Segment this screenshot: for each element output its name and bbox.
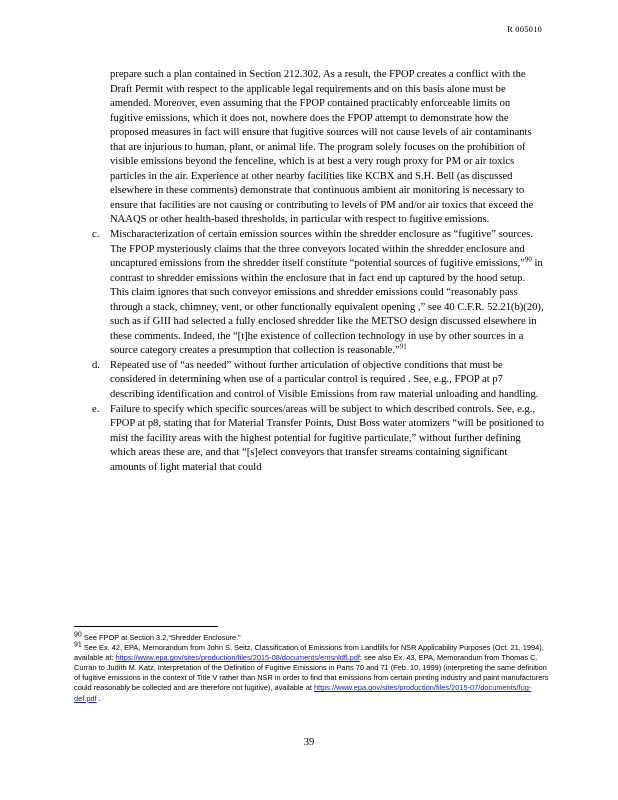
- footnote-91-text-c: .: [96, 693, 101, 703]
- continuation-paragraph: prepare such a plan contained in Section 212.302. As a result, the FPOP creates a conflict with the Draft Permit with respect to the applicable legal requirements and on this basis alone must be amended. Moreover, even assuming that the FPOP contained practicably enforceable limits on fugitive emissions, which it does not, nowhere does the FPOP attempt to demonstrate how the proposed measures in fact will ensure that fugitive sources will not cause levels of air contaminants that are injurious to human, plant, or animal life. The program solely focuses on the prohibition of visible emissions beyond the fenceline, which is at best a very rough proxy for PM or air toxics particles in the air. Experience at other nearby facilities like KCBX and S.H. Bell (as discussed elsewhere in these comments) demonstrate that continuous ambient air monitoring is necessary to ensure that facilities are not causing or contributing to levels of PM and/or air toxics that exceed the NAAQS or other health-based thresholds, in particular with respect to fugitive emissions.: [110, 69, 534, 226]
- list-item-e: [92, 403, 545, 476]
- footnote-90-text: See FPOP at Section 3.2,“Shredder Enclosure.”: [81, 633, 241, 642]
- footnote-91-text-b: ; see also Ex. 43, EPA, Memorandum from Thomas C. Curran to Judith M. Katz, Interpretation of the Definition of Fugitive Emissions in Parts 70 and 71 (Feb. 10, 1999) (interpreting the same definition of fugitive emissions in the context of Title V rather than NSR in order to find that emissions from certain printing industry and paint manufacturers could reasonably be collected and are therefore not fugitive), available at: [74, 653, 549, 693]
- list-item-c-text: [110, 228, 545, 359]
- list-marker-c: c.: [92, 229, 100, 241]
- footnote-91-text-a: See Ex. 42, EPA, Memorandum from John S. Seitz, Classification of Emissions from Landfills for NSR Applicability Purposes (Oct. 21, 1994), available at:: [74, 643, 544, 663]
- list-item-c: [92, 228, 545, 359]
- bates-number: R 005010: [507, 24, 542, 34]
- page-number: 39: [303, 737, 315, 748]
- footnote-separator: [74, 626, 218, 627]
- body-text: [92, 68, 545, 475]
- footnotes: [74, 633, 550, 704]
- list-item-c-text-part1: Mischaracterization of certain emission sources within the shredder enclosure as “fugitive” sources. The FPOP mysteriously claims that the three conveyors located within the shredder enclosure and uncaptured emissions from the shredder itself constitute “potential sources of fugitive emissions,”: [110, 229, 534, 270]
- list-marker-d: d.: [92, 359, 100, 371]
- footnote-91-link-b[interactable]: https://www.epa.gov/sites/production/files/2015-07/documents/fug-def.pdf: [74, 683, 532, 703]
- list-item-c-text-part2: in contrast to shredder emissions within the enclosure that in fact end up captured by the hood setup. This claim ignores that such conveyor emissions and shredder emissions could “reasonably pass through a stack, chimney, vent, or other functionally equivalent opening ,” see 40 C.F.R. 52.21(b)(20), such as if GIII had selected a fully enclosed shredder like the METSO design discussed elsewhere in these comments. Indeed, the “[t]he existence of collection technology in use by other sources in a source category creates a presumption that collection is reasonable.”: [110, 258, 544, 357]
- footnote-90: [74, 633, 550, 643]
- footnote-91-link-a[interactable]: https://www.epa.gov/sites/production/files/2015-08/documents/emsnldfl.pdf: [115, 653, 360, 663]
- footnote-ref-90[interactable]: 90: [524, 255, 532, 264]
- list-item-d-text: Repeated use of “as needed” without further articulation of objective conditions that must be considered in determining when use of a particular control is required . See, e.g., FPOP at p7 describing identification and control of Visible Emissions from raw material unloading and handling.: [110, 359, 539, 401]
- list-item-e-text: Failure to specify which specific sources/areas will be subject to which described controls. See, e.g., FPOP at p8, stating that for Material Transfer Points, Dust Boss water atomizers “will be positioned to mist the facility areas with the highest potential for fugitive particulate,” without further defining which areas these are, and that “[s]elect conveyors that transfer streams containing significant amounts of light material that could: [110, 403, 544, 473]
- list-marker-e: e.: [92, 403, 100, 415]
- footnote-number-90: 90: [74, 631, 82, 639]
- footnote-ref-91[interactable]: 91: [399, 342, 407, 351]
- list-item-d: [92, 359, 545, 403]
- footnote-91: [74, 643, 550, 704]
- footnote-number-91: 91: [74, 641, 82, 649]
